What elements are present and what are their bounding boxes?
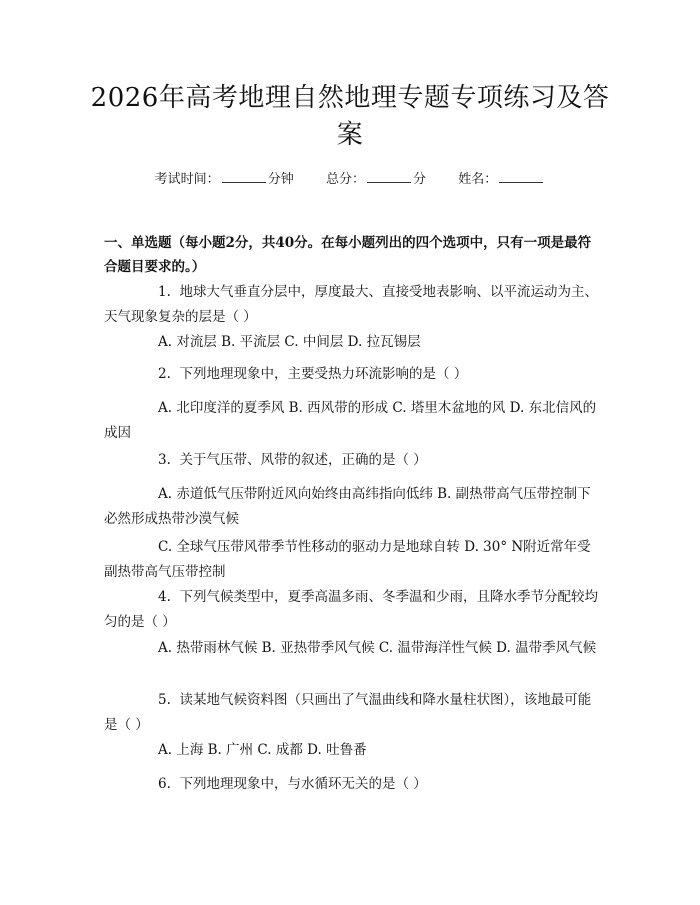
question-3-stem bbox=[104, 448, 602, 473]
question-3-options-ab: A. 赤道低气压带附近风向始终由高纬指向低纬 B. 副热带高气压带控制下必然形成热带沙漠气候 bbox=[104, 486, 591, 527]
question-text: 读某地气候资料图（只画出了气温曲线和降水量柱状图），该地最可能是（ ） bbox=[104, 692, 592, 733]
question-3-options-cd: C. 全球气压带风带季节性移动的驱动力是地球自转 D. 30° N附近常年受副热带高气压带控制 bbox=[104, 539, 591, 580]
question-4-options: A. 热带雨林气候 B. 亚热带季风气候 C. 温带海洋性气候 D. 温带季风气候 bbox=[158, 640, 597, 656]
name-label: 姓名： bbox=[458, 172, 498, 187]
question-2-stem bbox=[104, 362, 602, 387]
question-number: 2. bbox=[158, 366, 171, 382]
document-title: 2026年高考地理自然地理专题专项练习及答案 bbox=[90, 83, 610, 150]
question-1-options: A. 对流层 B. 平流层 C. 中间层 D. 拉瓦锡层 bbox=[158, 334, 421, 350]
question-number: 3. bbox=[158, 452, 171, 468]
time-unit: 分钟 bbox=[267, 172, 294, 187]
question-5-options: A. 上海 B. 广州 C. 成都 D. 吐鲁番 bbox=[158, 742, 367, 758]
question-number: 1. bbox=[158, 284, 171, 300]
question-number: 6. bbox=[158, 776, 171, 792]
question-text: 下列气候类型中，夏季高温多雨、冬季温和少雨，且降水季节分配较均匀的是（ ） bbox=[104, 589, 598, 630]
question-4-stem bbox=[104, 585, 602, 635]
question-number: 5. bbox=[158, 692, 171, 708]
question-text: 地球大气垂直分层中，厚度最大、直接受地表影响、以平流运动为主、天气现象复杂的层是（ ） bbox=[104, 284, 598, 325]
question-6-stem bbox=[104, 772, 602, 797]
exam-meta-line bbox=[0, 168, 700, 190]
name-blank[interactable] bbox=[499, 168, 543, 183]
score-blank[interactable] bbox=[367, 168, 411, 183]
section-heading: 一、单选题（每小题2分，共40分。在每小题列出的四个选项中，只有一项是最符合题目要求的。） bbox=[104, 235, 592, 275]
question-text: 下列地理现象中，主要受热力环流影响的是（ ） bbox=[179, 366, 468, 382]
score-label: 总分： bbox=[325, 172, 365, 187]
question-text: 下列地理现象中，与水循环无关的是（ ） bbox=[179, 776, 427, 792]
time-blank[interactable] bbox=[222, 168, 266, 183]
question-number: 4. bbox=[158, 589, 171, 605]
question-text: 关于气压带、风带的叙述，正确的是（ ） bbox=[179, 452, 427, 468]
score-unit: 分 bbox=[413, 172, 427, 187]
time-label: 考试时间： bbox=[154, 172, 220, 187]
question-5-stem bbox=[104, 688, 602, 738]
question-1-stem bbox=[104, 280, 602, 330]
question-2-options: A. 北印度洋的夏季风 B. 西风带的形成 C. 塔里木盆地的风 D. 东北信风的成因 bbox=[104, 400, 597, 441]
